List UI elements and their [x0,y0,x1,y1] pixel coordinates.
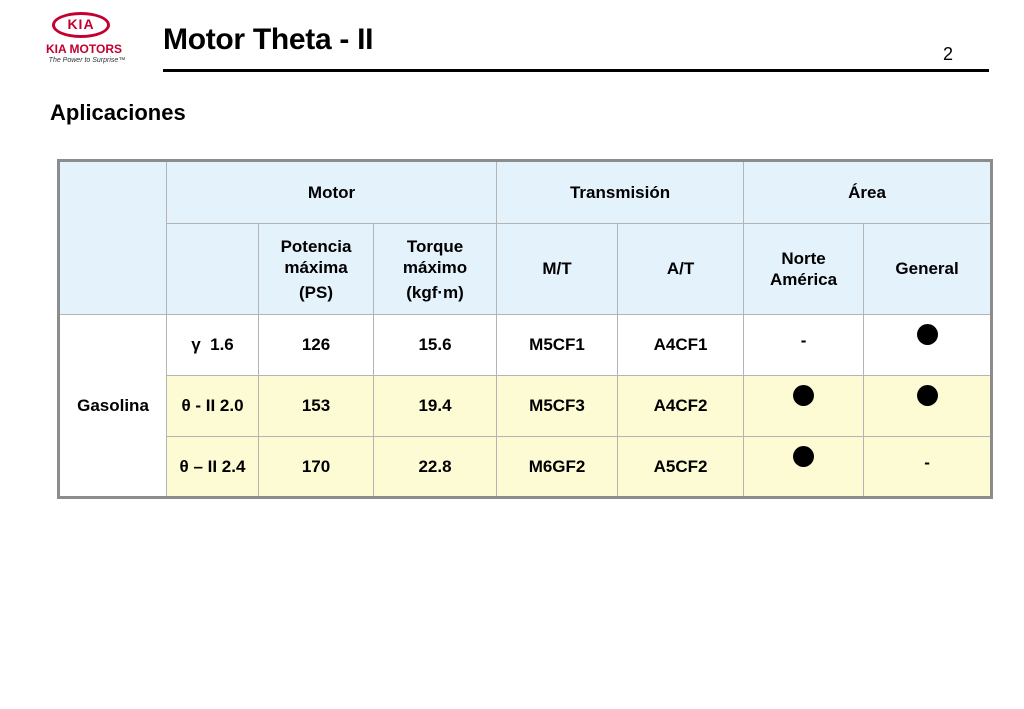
availability-dot-icon [917,385,938,406]
logo-name: KIA MOTORS [45,42,122,56]
fuel-type-cell: Gasolina [59,315,167,498]
page-number: 2 [943,44,954,64]
power-cell: 170 [259,437,374,498]
engine-cell: θ - II 2.0 [167,376,259,437]
header-potencia-unit: (PS) [299,282,333,302]
kia-motors-logo [34,10,134,68]
header-blank [167,224,259,315]
mt-cell: M5CF1 [497,315,618,376]
header-at: A/T [618,224,744,315]
torque-cell: 22.8 [374,437,497,498]
table-row [59,376,992,437]
general-cell [864,315,992,376]
table-row [59,315,992,376]
norte-cell [744,376,864,437]
at-cell: A5CF2 [618,437,744,498]
section-title: Aplicaciones [50,100,186,125]
header-torque-line2: máximo [402,257,468,277]
logo-brand: KIA [67,16,95,32]
general-cell [864,437,992,498]
slide-title: Motor Theta - II [163,23,374,56]
mt-cell: M5CF3 [497,376,618,437]
power-cell: 153 [259,376,374,437]
header-mt: M/T [497,224,618,315]
header-potencia-line1: Potencia [280,236,352,256]
header-area: Área [744,161,992,224]
availability-dot-icon [793,385,814,406]
mt-cell: M6GF2 [497,437,618,498]
header-motor: Motor [167,161,497,224]
general-cell [864,376,992,437]
header-torque [374,224,497,315]
header-norte-line1: Norte [781,249,826,268]
at-cell: A4CF2 [618,376,744,437]
header-norte-america [744,224,864,315]
header-general: General [864,224,992,315]
at-cell: A4CF1 [618,315,744,376]
header-torque-unit: (kgf·m) [406,282,464,302]
dash-mark: - [924,452,930,472]
power-cell: 126 [259,315,374,376]
torque-cell: 15.6 [374,315,497,376]
torque-cell: 19.4 [374,376,497,437]
availability-dot-icon [917,324,938,345]
applications-table [57,159,993,499]
table-row [59,437,992,498]
norte-cell [744,437,864,498]
dash-mark: - [800,331,807,350]
logo-tagline: The Power to Surprise™ [48,57,126,64]
header-torque-line1: Torque [406,236,464,256]
engine-cell: γ 1.6 [167,315,259,376]
header-potencia-line2: máxima [284,257,348,277]
norte-cell [744,315,864,376]
title-divider [163,69,989,72]
header-potencia [259,224,374,315]
header-norte-line2: América [769,270,838,289]
availability-dot-icon [793,446,814,467]
engine-cell: θ – II 2.4 [167,437,259,498]
header-empty-cell [59,161,167,315]
header-transmision: Transmisión [497,161,744,224]
